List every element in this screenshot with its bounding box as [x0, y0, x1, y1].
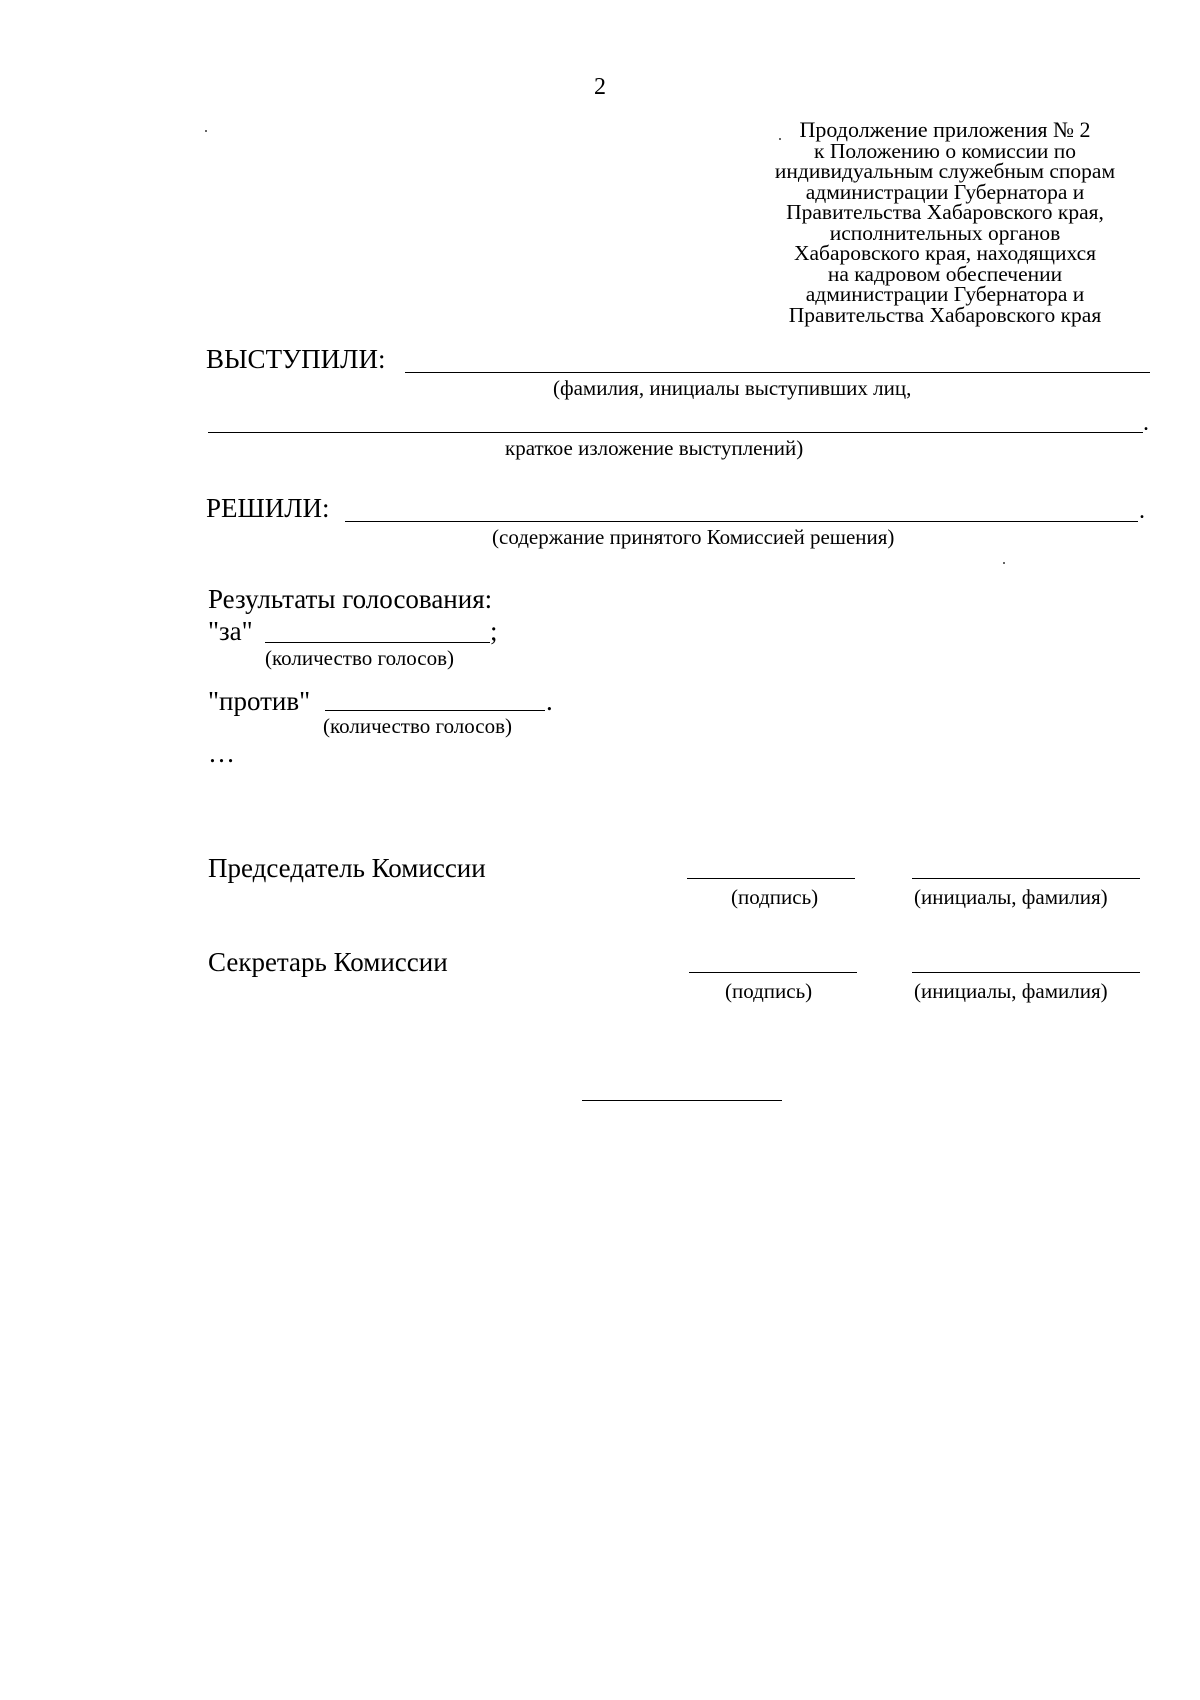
decided-hint: (содержание принятого Комиссией решения) [492, 525, 895, 549]
vote-for-hint: (количество голосов) [265, 646, 455, 670]
header-line: Правительства Хабаровского края [788, 302, 1102, 327]
decided-label: РЕШИЛИ: [206, 493, 330, 523]
appendix-header [725, 117, 1165, 327]
speakers-label: ВЫСТУПИЛИ: [206, 344, 386, 374]
speakers-hint-2: краткое изложение выступлений) [505, 436, 804, 460]
chairman-name-hint: (инициалы, фамилия) [914, 885, 1108, 909]
vote-for-label: "за" [208, 616, 253, 646]
header-line: администрации Губернатора и [805, 179, 1085, 204]
chairman-signature-hint: (подпись) [731, 885, 819, 909]
header-line: Хабаровского края, находящихся [793, 241, 1097, 265]
vote-against-hint: (количество голосов) [323, 714, 513, 738]
header-line: к Положению о комиссии по [814, 138, 1076, 163]
vote-for-end: ; [490, 616, 498, 646]
speakers-hint: (фамилия, инициалы выступивших лиц, [553, 376, 912, 400]
vote-for-fill-line[interactable] [265, 642, 490, 643]
decided-fill-line[interactable] [345, 521, 1138, 522]
speakers-fill-line-2[interactable] [208, 432, 1143, 433]
secretary-signature-line[interactable] [689, 972, 857, 973]
speakers-end-dot: . [1143, 410, 1149, 436]
header-line: индивидуальным служебным спорам [774, 159, 1116, 183]
decided-end-dot: . [1139, 498, 1145, 524]
header-line: администрации Губернатора и [805, 282, 1085, 306]
scan-speck [205, 130, 207, 132]
chairman-label: Председатель Комиссии [208, 853, 486, 883]
secretary-name-hint: (инициалы, фамилия) [914, 979, 1108, 1003]
speakers-fill-line[interactable] [405, 372, 1150, 373]
closing-rule [582, 1100, 782, 1101]
page-number: 2 [594, 74, 606, 100]
scan-speck [1003, 562, 1005, 564]
header-line: Правительства Хабаровского края, [786, 200, 1104, 224]
chairman-name-line[interactable] [912, 878, 1140, 879]
chairman-signature-line[interactable] [687, 878, 855, 879]
voting-title: Результаты голосования: [208, 584, 493, 614]
vote-against-label: "против" [208, 686, 311, 716]
secretary-label: Секретарь Комиссии [208, 947, 448, 977]
header-line: на кадровом обеспечении [827, 261, 1063, 286]
header-line: Продолжение приложения № 2 [799, 117, 1091, 142]
ellipsis: … [208, 738, 235, 768]
secretary-name-line[interactable] [912, 972, 1140, 973]
header-line: исполнительных органов [829, 220, 1061, 245]
vote-against-fill-line[interactable] [325, 710, 545, 711]
secretary-signature-hint: (подпись) [725, 979, 813, 1003]
vote-against-end: . [546, 686, 553, 716]
